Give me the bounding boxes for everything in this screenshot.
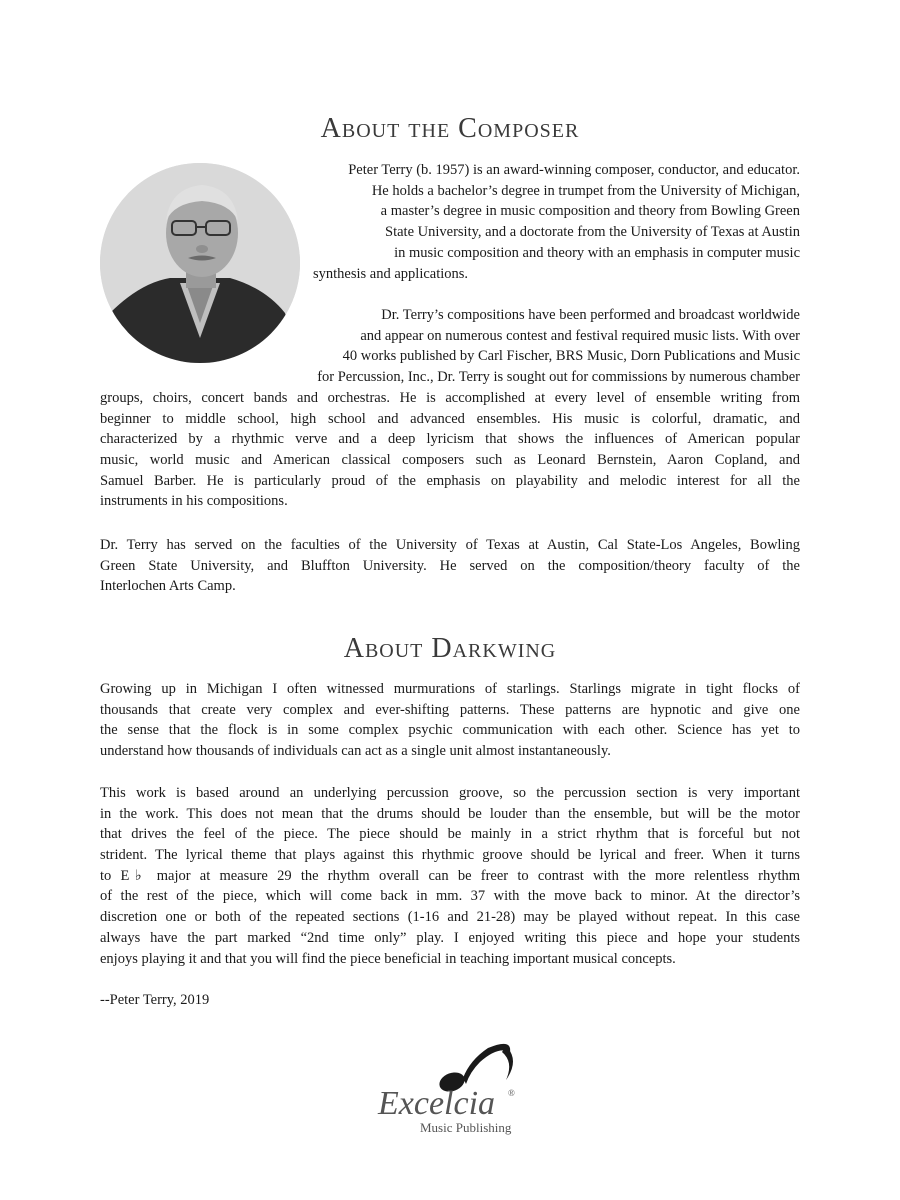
text-line: understand how thousands of individuals can act as a single unit almost instantaneously. xyxy=(100,743,611,760)
text-line: Green State University, and Bluffton University. He served on the composition/theory faculty of the xyxy=(100,557,800,574)
text-line: Growing up in Michigan I often witnessed murmurations of starlings. Starlings migrate in tight flocks of xyxy=(100,681,800,697)
text-line: strident. The lyrical theme that plays against this rhythmic groove should be lyrical and freer. When it turns xyxy=(100,847,800,864)
darkwing-heading: About Darkwing xyxy=(343,633,557,664)
text-line: beginner to middle school, high school and advanced ensembles. His music is colorful, dramatic, and xyxy=(100,410,800,427)
text-line: Peter Terry (b. 1957) is an award-winning composer, conductor, and educator. xyxy=(348,162,800,178)
text-line: enjoys playing it and that you will find the piece beneficial in teaching important musical concepts. xyxy=(100,950,676,967)
text-line: This work is based around an underlying percussion groove, so the percussion section is very important xyxy=(100,785,800,801)
logo-wordmark: Excelcia xyxy=(378,1085,496,1122)
text-line: that drives the feel of the piece. The piece should be mainly in a strict rhythm that is forceful but not xyxy=(100,826,800,843)
text-line: groups, choirs, concert bands and orchestras. He is accomplished at every level of ensemble writing from xyxy=(100,390,800,406)
text-line: in music composition and theory with an emphasis in computer music xyxy=(394,244,800,261)
signature: --Peter Terry, 2019 xyxy=(100,992,210,1008)
text-line: He holds a bachelor’s degree in trumpet from the University of Michigan, xyxy=(371,182,800,199)
text-line: always have the part marked “2nd time only” play. I enjoyed writing this piece and hope your students xyxy=(100,929,800,946)
text-line: to E♭ major at measure 29 the rhythm overall can be freer to contrast with the more relentless rhythm xyxy=(100,867,800,884)
text-line: discretion one or both of the repeated sections (1-16 and 21-28) may be played without repeat. In this case xyxy=(100,909,800,926)
text-line: the sense that the flock is in some complex psychic communication with each other. Science has yet to xyxy=(100,722,800,739)
text-line: 40 works published by Carl Fischer, BRS Music, Dorn Publications and Music xyxy=(342,348,800,365)
text-line: in the work. This does not mean that the drums should be louder than the ensemble, but will be the motor xyxy=(100,805,800,822)
text-line: a master’s degree in music composition and theory from Bowling Green xyxy=(380,203,800,220)
publisher-logo xyxy=(370,1040,530,1140)
composer-paragraph-1 xyxy=(100,160,800,284)
registered-mark: ® xyxy=(508,1088,515,1098)
text-line: Dr. Terry has served on the faculties of the University of Texas at Austin, Cal State-Los Angeles, Bowling xyxy=(100,537,800,553)
text-line: synthesis and applications. xyxy=(313,265,469,282)
logo-subtitle: Music Publishing xyxy=(420,1120,512,1135)
darkwing-paragraph-1 xyxy=(100,679,800,762)
composer-paragraph-3 xyxy=(100,535,800,597)
text-line: for Percussion, Inc., Dr. Terry is sought out for commissions by numerous chamber xyxy=(317,369,800,386)
text-line: Dr. Terry’s compositions have been performed and broadcast worldwide xyxy=(381,307,800,323)
text-line: State University, and a doctorate from the University of Texas at Austin xyxy=(385,224,800,241)
text-line: Samuel Barber. He is particularly proud of the emphasis on playability and melodic interest for all the xyxy=(100,472,800,489)
text-line: and appear on numerous contest and festival required music lists. With over xyxy=(360,327,800,344)
text-line: music, world music and American classical composers such as Leonard Bernstein, Aaron Copland, and xyxy=(100,452,800,469)
text-line: of the rest of the piece, which will come back in mm. 37 with the move back to minor. At the director’s xyxy=(100,888,800,905)
composer-paragraph-2-continued xyxy=(100,388,800,512)
text-line: thousands that create very complex and ever-shifting patterns. These patterns are hypnotic and give one xyxy=(100,701,800,718)
composer-heading: About the Composer xyxy=(320,113,580,144)
composer-paragraph-2 xyxy=(100,305,800,388)
text-line: characterized by a rhythmic verve and a deep lyricism that shows the influences of American popular xyxy=(100,431,800,448)
text-line: instruments in his compositions. xyxy=(100,493,288,510)
text-line: Interlochen Arts Camp. xyxy=(100,578,236,595)
darkwing-paragraph-2 xyxy=(100,783,800,969)
